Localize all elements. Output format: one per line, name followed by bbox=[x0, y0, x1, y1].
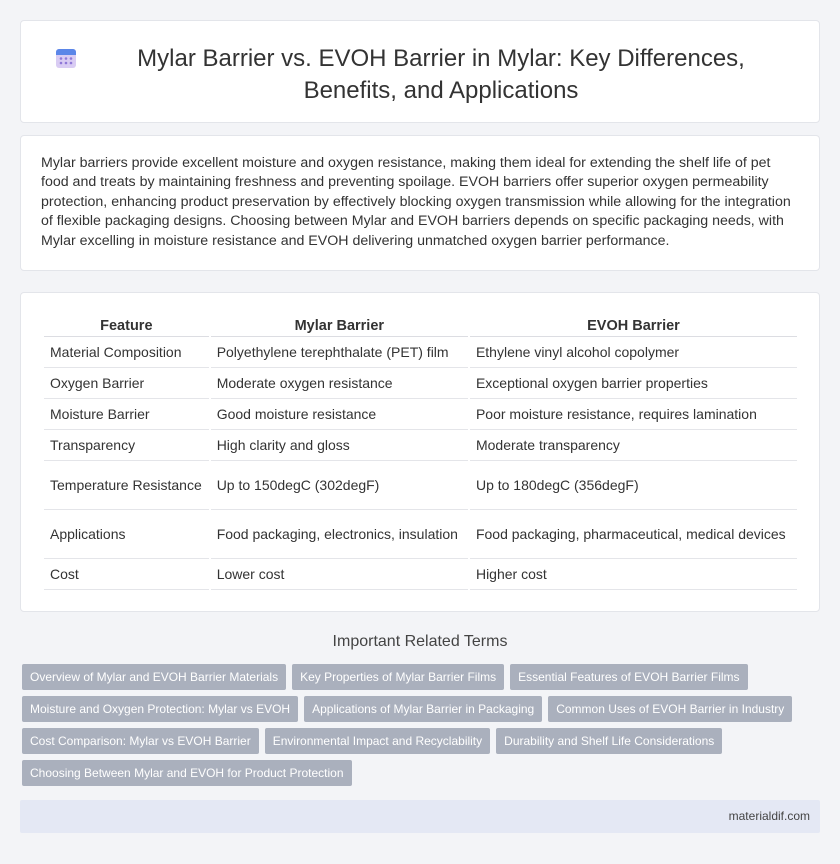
related-term-tag[interactable]: Essential Features of EVOH Barrier Films bbox=[510, 664, 747, 690]
related-term-tag[interactable]: Moisture and Oxygen Protection: Mylar vs EVOH bbox=[22, 696, 298, 722]
header-mylar: Mylar Barrier bbox=[211, 313, 468, 337]
related-term-tag[interactable]: Overview of Mylar and EVOH Barrier Materials bbox=[22, 664, 286, 690]
related-term-tag[interactable]: Durability and Shelf Life Considerations bbox=[496, 728, 722, 754]
page-title: Mylar Barrier vs. EVOH Barrier in Mylar: Key Differences, Benefits, and Applications bbox=[137, 45, 745, 104]
related-term-tag[interactable]: Cost Comparison: Mylar vs EVOH Barrier bbox=[22, 728, 259, 754]
table-row bbox=[44, 461, 797, 510]
table-row bbox=[44, 399, 797, 430]
mylar-cell: Food packaging, electronics, insulation bbox=[211, 510, 468, 559]
feature-cell: Material Composition bbox=[44, 337, 209, 368]
feature-cell: Oxygen Barrier bbox=[44, 368, 209, 399]
comparison-table bbox=[42, 313, 799, 590]
related-terms-list bbox=[22, 664, 812, 786]
related-term-tag[interactable]: Choosing Between Mylar and EVOH for Product Protection bbox=[22, 760, 352, 786]
related-term-tag[interactable]: Environmental Impact and Recyclability bbox=[265, 728, 490, 754]
evoh-cell: Moderate transparency bbox=[470, 430, 797, 461]
header-card bbox=[20, 20, 820, 123]
feature-cell: Moisture Barrier bbox=[44, 399, 209, 430]
feature-cell: Cost bbox=[44, 559, 209, 590]
comparison-card bbox=[20, 292, 820, 612]
mylar-cell: High clarity and gloss bbox=[211, 430, 468, 461]
header-evoh: EVOH Barrier bbox=[470, 313, 797, 337]
table-row bbox=[44, 559, 797, 590]
summary-text: Mylar barriers provide excellent moisture and oxygen resistance, making them ideal for extending the shelf life of pet food and treats by maintaining freshness and preventing spoilage. EVOH barriers offer superior oxygen permeability protection, enhancing product preservation by effectively blocking oxygen transmission while allowing for the integration of flexible packaging designs. Choosing between Mylar and EVOH barriers depends on specific packaging needs, with Mylar excelling in moisture resistance and EVOH delivering unmatched oxygen barrier performance. bbox=[41, 155, 791, 249]
evoh-cell: Poor moisture resistance, requires lamination bbox=[470, 399, 797, 430]
evoh-cell: Food packaging, pharmaceutical, medical devices bbox=[470, 510, 797, 559]
mylar-cell: Polyethylene terephthalate (PET) film bbox=[211, 337, 468, 368]
evoh-cell: Higher cost bbox=[470, 559, 797, 590]
feature-cell: Transparency bbox=[44, 430, 209, 461]
related-term-tag[interactable]: Common Uses of EVOH Barrier in Industry bbox=[548, 696, 792, 722]
evoh-cell: Ethylene vinyl alcohol copolymer bbox=[470, 337, 797, 368]
evoh-cell: Exceptional oxygen barrier properties bbox=[470, 368, 797, 399]
mylar-cell: Up to 150degC (302degF) bbox=[211, 461, 468, 510]
footer bbox=[20, 800, 820, 833]
related-term-tag[interactable]: Applications of Mylar Barrier in Packaging bbox=[304, 696, 542, 722]
header-feature: Feature bbox=[44, 313, 209, 337]
feature-cell: Applications bbox=[44, 510, 209, 559]
table-row bbox=[44, 337, 797, 368]
related-terms-title: Important Related Terms bbox=[332, 633, 508, 650]
mylar-cell: Lower cost bbox=[211, 559, 468, 590]
mylar-cell: Good moisture resistance bbox=[211, 399, 468, 430]
feature-cell: Temperature Resistance bbox=[44, 461, 209, 510]
mylar-cell: Moderate oxygen resistance bbox=[211, 368, 468, 399]
summary-card bbox=[20, 135, 820, 271]
table-row bbox=[44, 510, 797, 559]
footer-site-link[interactable]: materialdif.com bbox=[728, 809, 810, 823]
table-row bbox=[44, 368, 797, 399]
table-row bbox=[44, 430, 797, 461]
related-term-tag[interactable]: Key Properties of Mylar Barrier Films bbox=[292, 664, 504, 690]
evoh-cell: Up to 180degC (356degF) bbox=[470, 461, 797, 510]
